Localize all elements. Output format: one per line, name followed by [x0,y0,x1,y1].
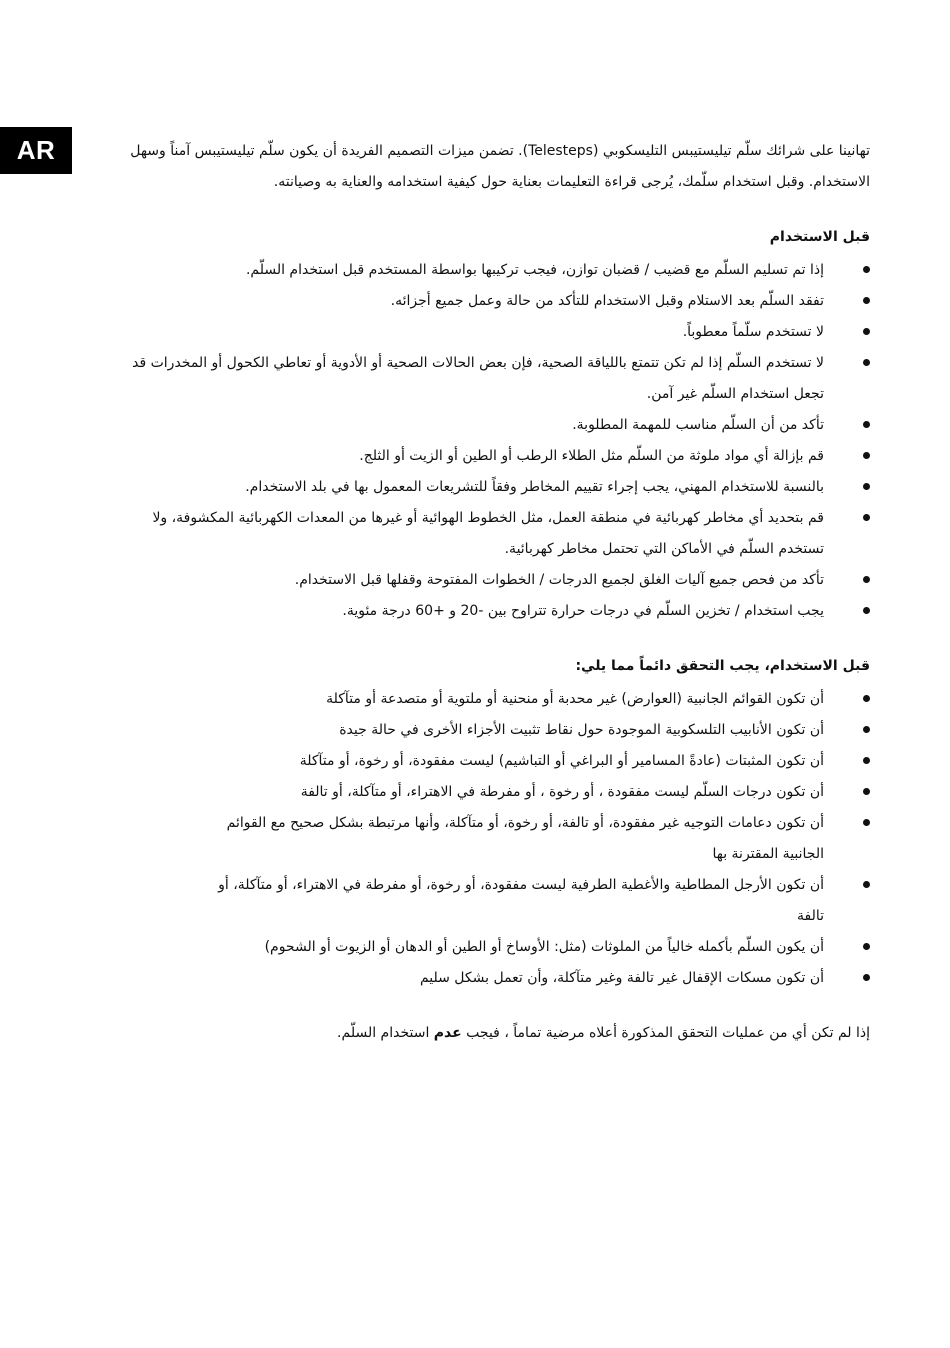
final-warning-end: استخدام السلّم. [337,1025,430,1041]
list-item: أن تكون الأنابيب التلسكوبية الموجودة حول نقاط تثبيت الأجزاء الأخرى في حالة جيدة [118,715,824,746]
list-item: أن تكون الأرجل المطاطية والأغطية الطرفية ليست مفقودة، أو رخوة، أو مفرطة في الاهتراء، أو متآكلة، أو تالفة [118,870,824,932]
list-item: تأكد من أن السلّم مناسب للمهمة المطلوبة. [118,410,824,441]
section2-list [118,684,870,994]
section2-heading: قبل الاستخدام، يجب التحقق دائماً مما يلي: [575,658,870,674]
intro-paragraph: تهانينا على شرائك سلّم تيليستيبس التليسكوبي (Telesteps). تضمن ميزات التصميم الفريدة أن يكون سلّم تيليستيبس آمناً وسهل الاستخدام. وقبل استخدام سلّمك، يُرجى قراءة التعليمات بعناية حول كيفية استخدامه والعناية به وصيانته. [130,143,870,190]
list-item: تأكد من فحص جميع آليات الغلق لجميع الدرجات / الخطوات المفتوحة وقفلها قبل الاستخدام. [118,565,824,596]
list-item: أن تكون القوائم الجانبية (العوارض) غير محدبة أو منحنية أو ملتوية أو متصدعة أو متآكلة [118,684,824,715]
list-item: أن تكون المثبتات (عادةً المسامير أو البراغي أو التباشيم) ليست مفقودة، أو رخوة، أو متآكلة [118,746,824,777]
list-item: أن تكون درجات السلّم ليست مفقودة ، أو رخوة ، أو مفرطة في الاهتراء، أو متآكلة، أو تالفة [118,777,824,808]
list-item: أن تكون مسكات الإقفال غير تالفة وغير متآكلة، وأن تعمل بشكل سليم [118,963,824,994]
list-item: لا تستخدم السلّم إذا لم تكن تتمتع باللياقة الصحية، فإن بعض الحالات الصحية أو الأدوية أو تعاطي الكحول أو المخدرات قد تجعل استخدام السلّم غير آمن. [118,348,824,410]
list-item: أن يكون السلّم بأكمله خالياً من الملوثات (مثل: الأوساخ أو الطين أو الدهان أو الزيوت أو الشحوم) [118,932,824,963]
list-item: تفقد السلّم بعد الاستلام وقبل الاستخدام للتأكد من حالة وعمل جميع أجزائه. [118,286,824,317]
list-item: قم بتحديد أي مخاطر كهربائية في منطقة العمل، مثل الخطوط الهوائية أو غيرها من المعدات الكهربائية المكشوفة، ولا تستخدم السلّم في الأماكن التي تحتمل مخاطر كهربائية. [118,503,824,565]
section1-list [118,255,870,627]
document-body [118,136,870,1049]
list-item: بالنسبة للاستخدام المهني، يجب إجراء تقييم المخاطر وفقاً للتشريعات المعمول بها في بلد الاستخدام. [118,472,824,503]
list-item: أن تكون دعامات التوجيه غير مفقودة، أو تالفة، أو رخوة، أو متآكلة، وأنها مرتبطة بشكل صحيح مع القوائم الجانبية المقترنة بها [118,808,824,870]
section1-heading: قبل الاستخدام [769,229,870,245]
final-warning [118,1018,870,1049]
list-item: إذا تم تسليم السلّم مع قضيب / قضبان توازن، فيجب تركيبها بواسطة المستخدم قبل استخدام السلّم. [118,255,824,286]
list-item: يجب استخدام / تخزين السلّم في درجات حرارة تتراوح بين -20 و +60 درجة مئوية. [118,596,824,627]
list-item: لا تستخدم سلّماً معطوباً. [118,317,824,348]
final-warning-emphasis: عدم [433,1025,462,1041]
final-warning-start: إذا لم تكن أي من عمليات التحقق المذكورة أعلاه مرضية تماماً ، فيجب [466,1025,870,1041]
list-item: قم بإزالة أي مواد ملوثة من السلّم مثل الطلاء الرطب أو الطين أو الزيت أو الثلج. [118,441,824,472]
language-tab: AR [0,127,72,174]
